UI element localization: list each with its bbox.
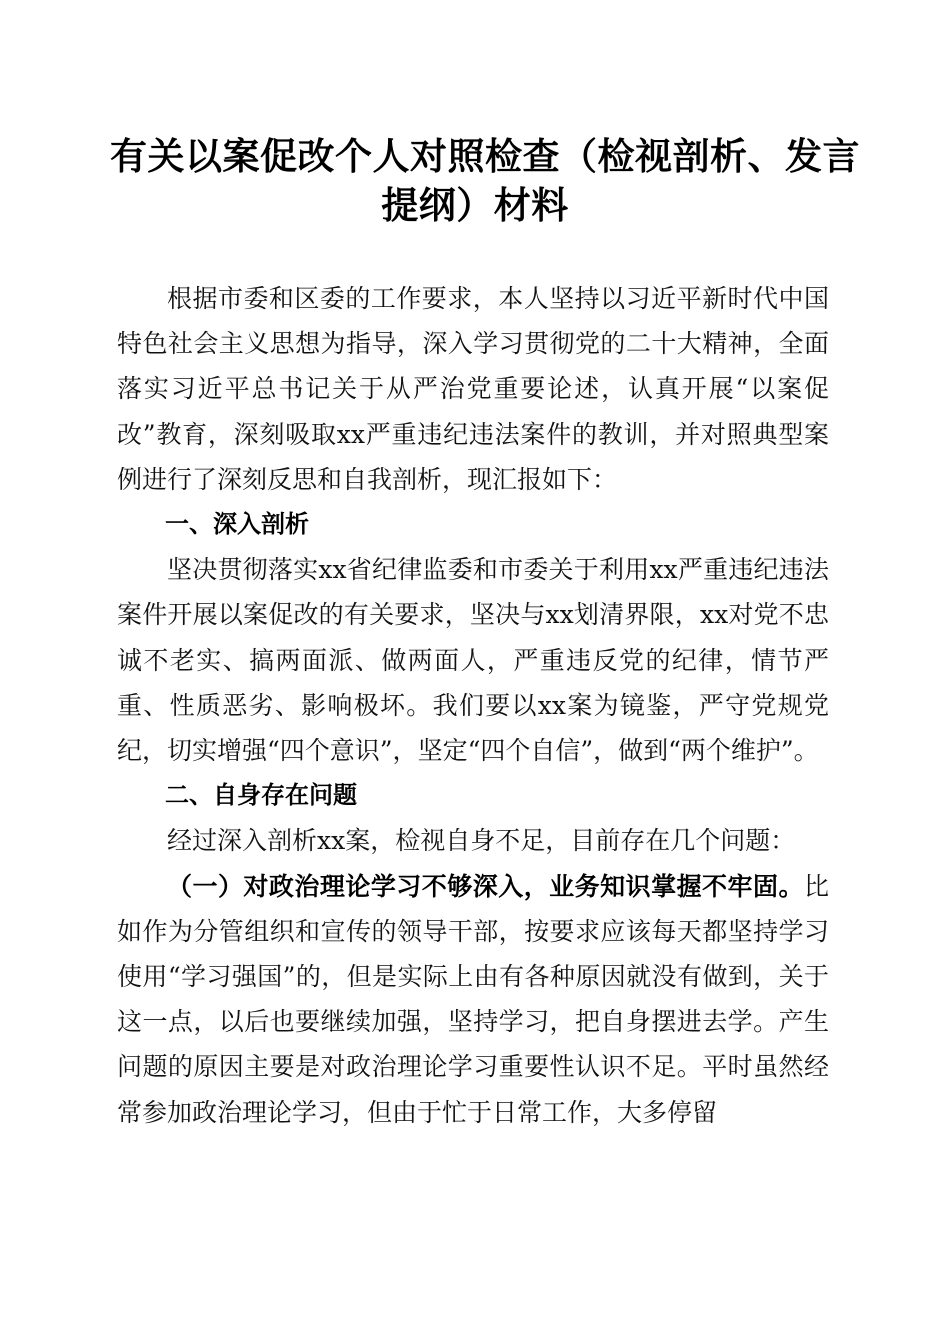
title-line-2: 提纲）材料 — [381, 183, 569, 227]
section-2-intro-paragraph: 经过深入剖析xx案，检视自身不足，目前存在几个问题： — [167, 826, 796, 856]
section-2-heading: 二、自身存在问题 — [165, 781, 357, 810]
problem-1-heading: （一）对政治理论学习不够深入，业务知识掌握不牢固。 — [167, 871, 804, 901]
problem-1-text: 比如作为分管组织和宣传的领导干部，按要求应该每天都坚持学习使用“学习强国”的，但是实际上由有各种原因就没有做到，关于这一点，以后也要继续加强，坚持学习，把自身摆进去学。产生问题的原因主要是对政治理论学习重要性认识不足。平时虽然经常参加政治理论学习，但由于忙于日常工作，大多停留 — [117, 871, 829, 1127]
intro-paragraph: 根据市委和区委的工作要求，本人坚持以习近平新时代中国特色社会主义思想为指导，深入学习贯彻党的二十大精神，全面落实习近平总书记关于从严治党重要论述，认真开展“以案促改”教育，深刻吸取xx严重违纪违法案件的教训，并对照典型案例进行了深刻反思和自我剖析，现汇报如下： — [117, 284, 829, 494]
title-line-1: 有关以案促改个人对照检查（检视剖析、发言 — [110, 134, 860, 178]
problem-1-paragraph — [117, 864, 829, 1135]
document-body — [117, 276, 829, 1135]
document-title — [110, 132, 860, 230]
section-1-heading: 一、深入剖析 — [165, 510, 309, 539]
section-1-paragraph: 坚决贯彻落实xx省纪律监委和市委关于利用xx严重违纪违法案件开展以案促改的有关要求，坚决与xx划清界限，xx对党不忠诚不老实、搞两面派、做两面人，严重违反党的纪律，情节严重、性质恶劣、影响极坏。我们要以xx案为镜鉴，严守党规党纪，切实增强“四个意识”，坚定“四个自信”，做到“两个维护”。 — [117, 555, 829, 766]
